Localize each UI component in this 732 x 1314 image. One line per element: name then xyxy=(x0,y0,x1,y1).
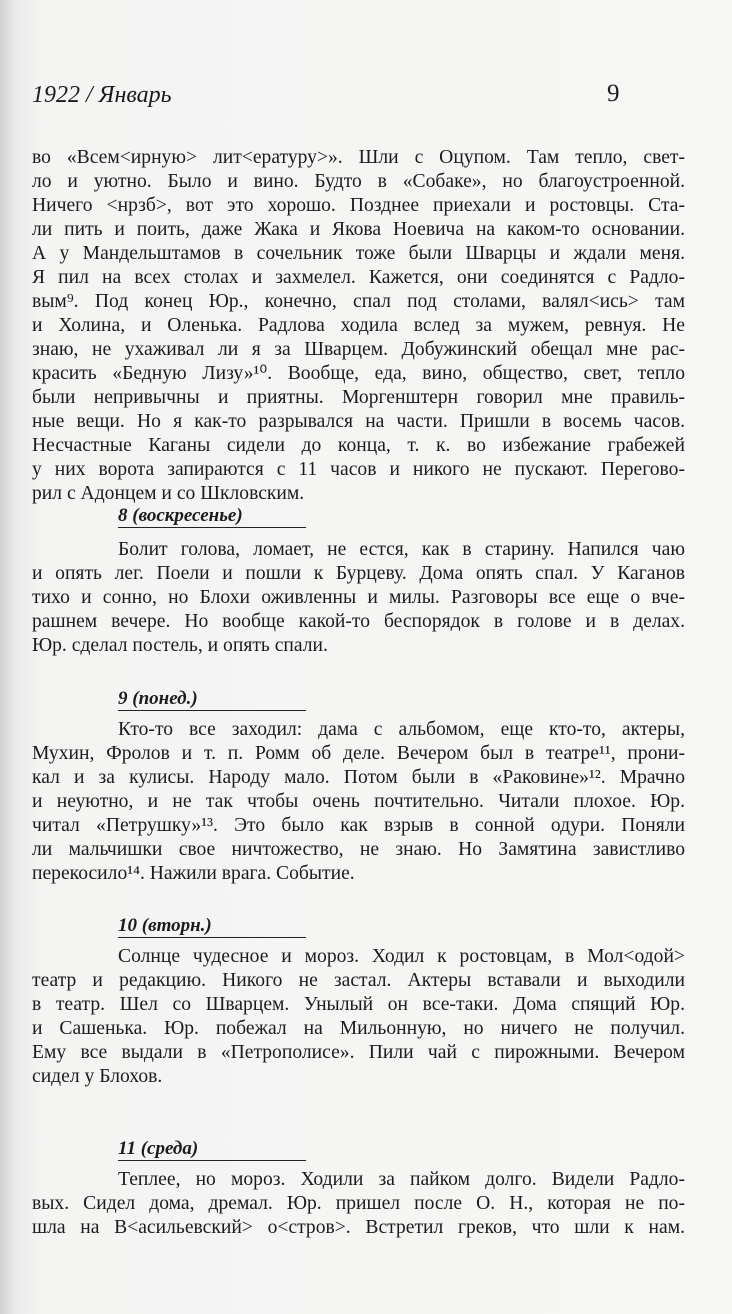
text-line: в театр. Шел со Шварцем. Унылый он все-таки. Дома спящий Юр. xyxy=(32,994,685,1015)
text-line: Несчастные Каганы сидели до конца, т. к. во избежание грабежей xyxy=(32,435,685,456)
text-line: Я пил на всех столах и захмелел. Кажется, они соединятся с Радло- xyxy=(32,267,685,288)
text-line: Юр. сделал постель, и опять спали. xyxy=(32,635,328,656)
text-line: вым⁹. Под конец Юр., конечно, спал под столами, валял<ись> там xyxy=(32,291,685,312)
text-line: шла на В<асильевский> о<стров>. Встретил греков, что шли к нам. xyxy=(32,1217,685,1238)
text-line: и неуютно, и не так чтобы очень почтительно. Читали плохое. Юр. xyxy=(32,791,685,812)
text-line: у них ворота запираются с 11 часов и никого не пускают. Перегово- xyxy=(32,459,685,480)
text-line: и Сашенька. Юр. побежал на Мильонную, но ничего не получил. xyxy=(32,1018,685,1039)
diary-entry xyxy=(32,718,685,886)
diary-entry xyxy=(32,945,685,1089)
running-header-title: 1922 / Январь xyxy=(32,82,172,108)
text-line: перекосило¹⁴. Нажили врага. Событие. xyxy=(32,863,355,884)
entry-date-heading: 10 (вторн.) xyxy=(118,915,306,938)
text-line: были непривычны и приятны. Моргенштерн говорил мне правиль- xyxy=(32,387,685,408)
text-line: ли пить и поить, даже Жака и Якова Ноевича на каком-то основании. xyxy=(32,219,685,240)
text-line: Мухин, Фролов и т. п. Ромм об деле. Вечером был в театре¹¹, прони- xyxy=(32,743,685,764)
text-line: ли мальчишки свое ничтожество, не знаю. Но Замятина завистливо xyxy=(32,839,685,860)
text-line: и Холина, и Оленька. Радлова ходила вслед за мужем, ревнуя. Не xyxy=(32,315,685,336)
text-line: читал «Петрушку»¹³. Это было как взрыв в сонной одури. Поняли xyxy=(32,815,685,836)
entry-date-heading: 11 (среда) xyxy=(118,1138,306,1161)
text-line: Солнце чудесное и мороз. Ходил к ростовцам, в Мол<одой> xyxy=(118,946,685,967)
text-line: А у Мандельштамов в сочельник тоже были Шварцы и ждали меня. xyxy=(32,243,685,264)
text-line: тихо и сонно, но Блохи оживленны и милы. Разговоры все еще о вче- xyxy=(32,587,685,608)
diary-entry xyxy=(32,538,685,658)
text-line: рашнем вечере. Но вообще какой-то беспорядок в голове и в делах. xyxy=(32,611,685,632)
diary-entry xyxy=(32,146,685,506)
text-line: ло и уютно. Было и вино. Будто в «Собаке», но благоустроенной. xyxy=(32,171,685,192)
text-line: красить «Бедную Лизу»¹⁰. Вообще, еда, вино, общество, свет, тепло xyxy=(32,363,685,384)
text-line: знаю, не ухаживал ли я за Шварцем. Добужинский обещал мне рас- xyxy=(32,339,685,360)
text-line: Кто-то все заходил: дама с альбомом, еще кто-то, актеры, xyxy=(118,719,685,740)
text-line: рил с Адонцем и со Шкловским. xyxy=(32,483,305,504)
text-line: Ему все выдали в «Петрополисе». Пили чай с пирожными. Вечером xyxy=(32,1042,685,1063)
text-line: ные вещи. Но я как-то разрывался на части. Пришли в восемь часов. xyxy=(32,411,685,432)
diary-entry xyxy=(32,1168,685,1240)
text-line: кал и за кулисы. Народу мало. Потом были в «Раковине»¹². Мрачно xyxy=(32,767,685,788)
text-line: Болит голова, ломает, не естся, как в старину. Напился чаю xyxy=(118,539,685,560)
entry-date-heading: 9 (понед.) xyxy=(118,688,306,711)
text-line: театр и редакцию. Никого не застал. Актеры вставали и выходили xyxy=(32,970,685,991)
text-line: и опять лег. Поели и пошли к Бурцеву. Дома опять спал. У Каганов xyxy=(32,563,685,584)
text-line: вых. Сидел дома, дремал. Юр. пришел после О. Н., которая не по- xyxy=(32,1193,685,1214)
text-line: сидел у Блохов. xyxy=(32,1066,163,1087)
text-line: Ничего <нрзб>, вот это хорошо. Позднее приехали и ростовцы. Ста- xyxy=(32,195,685,216)
entry-date-heading: 8 (воскресенье) xyxy=(118,505,306,528)
text-line: во «Всем<ирную> лит<ературу>». Шли с Оцупом. Там тепло, свет- xyxy=(32,147,685,168)
text-line: Теплее, но мороз. Ходили за пайком долго. Видели Радло- xyxy=(118,1169,685,1190)
page-number: 9 xyxy=(607,80,620,107)
